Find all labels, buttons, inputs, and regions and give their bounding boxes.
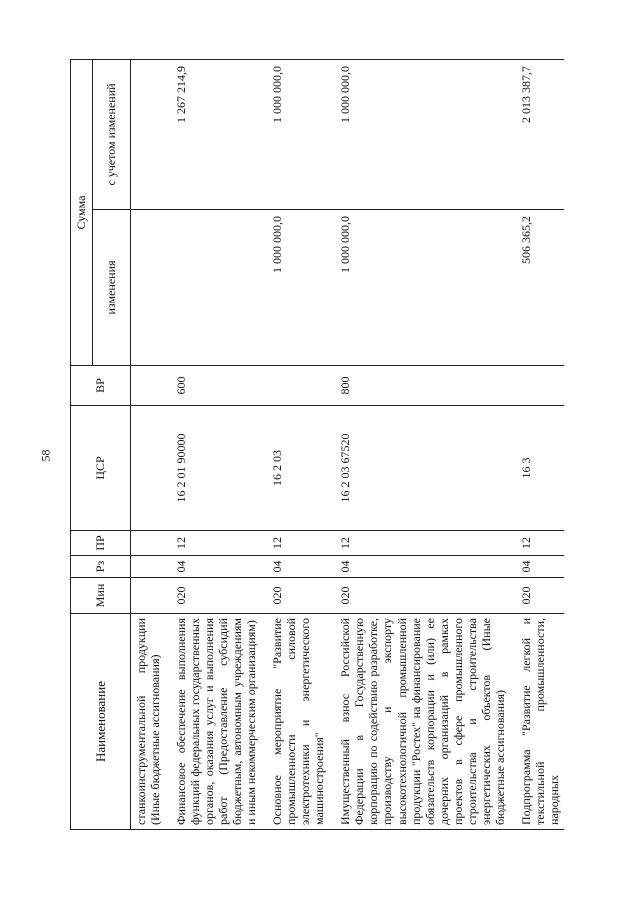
header-min: Мин xyxy=(71,578,131,614)
header-csr: ЦСР xyxy=(71,406,131,531)
row-rz: 04 xyxy=(329,556,509,578)
page-number: 58 xyxy=(38,449,53,462)
row-min: 020 xyxy=(165,578,261,614)
row-changes xyxy=(131,210,166,366)
row-vr: 800 xyxy=(329,366,509,406)
row-vr xyxy=(510,366,564,406)
row-min: 020 xyxy=(329,578,509,614)
row-name: Основное мероприятие "Развитие промышленности силовой электротехники и энергетического машиностроения" xyxy=(261,614,329,830)
row-with-changes: 1 000 000,0 xyxy=(329,59,509,209)
row-min xyxy=(131,578,166,614)
row-min: 020 xyxy=(261,578,329,614)
header-with-changes: с учетом изменений xyxy=(93,59,131,209)
row-csr xyxy=(131,406,166,531)
row-vr xyxy=(131,366,166,406)
row-csr: 16 2 03 xyxy=(261,406,329,531)
budget-table xyxy=(70,59,564,830)
row-rz: 04 xyxy=(510,556,564,578)
table-row xyxy=(261,59,329,829)
header-name: Наименование xyxy=(71,614,131,830)
header-rz: Рз xyxy=(71,556,131,578)
row-min: 020 xyxy=(510,578,564,614)
rotated-table-container xyxy=(70,60,620,830)
row-with-changes: 2 013 387,7 xyxy=(510,59,564,209)
table-row xyxy=(131,59,166,829)
header-changes: изменения xyxy=(93,210,131,366)
row-csr: 16 3 xyxy=(510,406,564,531)
row-pr: 12 xyxy=(261,531,329,556)
row-name: Подпрограмма "Развитие легкой и текстильной промышленности, народных xyxy=(510,614,564,830)
row-changes xyxy=(165,210,261,366)
row-changes: 1 000 000,0 xyxy=(329,210,509,366)
header-pr: ПР xyxy=(71,531,131,556)
header-vr: ВР xyxy=(71,366,131,406)
row-pr: 12 xyxy=(329,531,509,556)
table-body xyxy=(131,59,564,829)
row-with-changes: 1 000 000,0 xyxy=(261,59,329,209)
row-name: Финансовое обеспечение выполнения функций федеральных государственных органов, оказания услуг и выполнения работ (Предоставление субсидий бюджетным, автономным учреждениям и иным некоммерческим организациям) xyxy=(165,614,261,830)
row-csr: 16 2 01 90000 xyxy=(165,406,261,531)
row-pr: 12 xyxy=(510,531,564,556)
row-vr: 600 xyxy=(165,366,261,406)
header-sum: Сумма xyxy=(71,59,93,365)
row-rz: 04 xyxy=(165,556,261,578)
table-row xyxy=(165,59,261,829)
row-pr xyxy=(131,531,166,556)
table-header xyxy=(71,59,131,829)
row-vr xyxy=(261,366,329,406)
row-with-changes: 1 267 214,9 xyxy=(165,59,261,209)
row-csr: 16 2 03 67520 xyxy=(329,406,509,531)
row-rz: 04 xyxy=(261,556,329,578)
row-name: Имущественный взнос Российской Федерации в Государственную корпорацию по содействию разработке, производству и экспорту высокотехнологичной промышленной продукции "Ростех" на финансирование обязательств корпорации и (или) ее дочерних организаций в рамках проектов в сфере промышленного строительства и строительства энергетических объектов (Иные бюджетные ассигнования) xyxy=(329,614,509,830)
row-changes: 506 365,2 xyxy=(510,210,564,366)
row-with-changes xyxy=(131,59,166,209)
row-rz xyxy=(131,556,166,578)
table-row xyxy=(510,59,564,829)
row-pr: 12 xyxy=(165,531,261,556)
row-changes: 1 000 000,0 xyxy=(261,210,329,366)
table-row xyxy=(329,59,509,829)
row-name: станкоинструментальной продукции (Иные бюджетные ассигнования) xyxy=(131,614,166,830)
